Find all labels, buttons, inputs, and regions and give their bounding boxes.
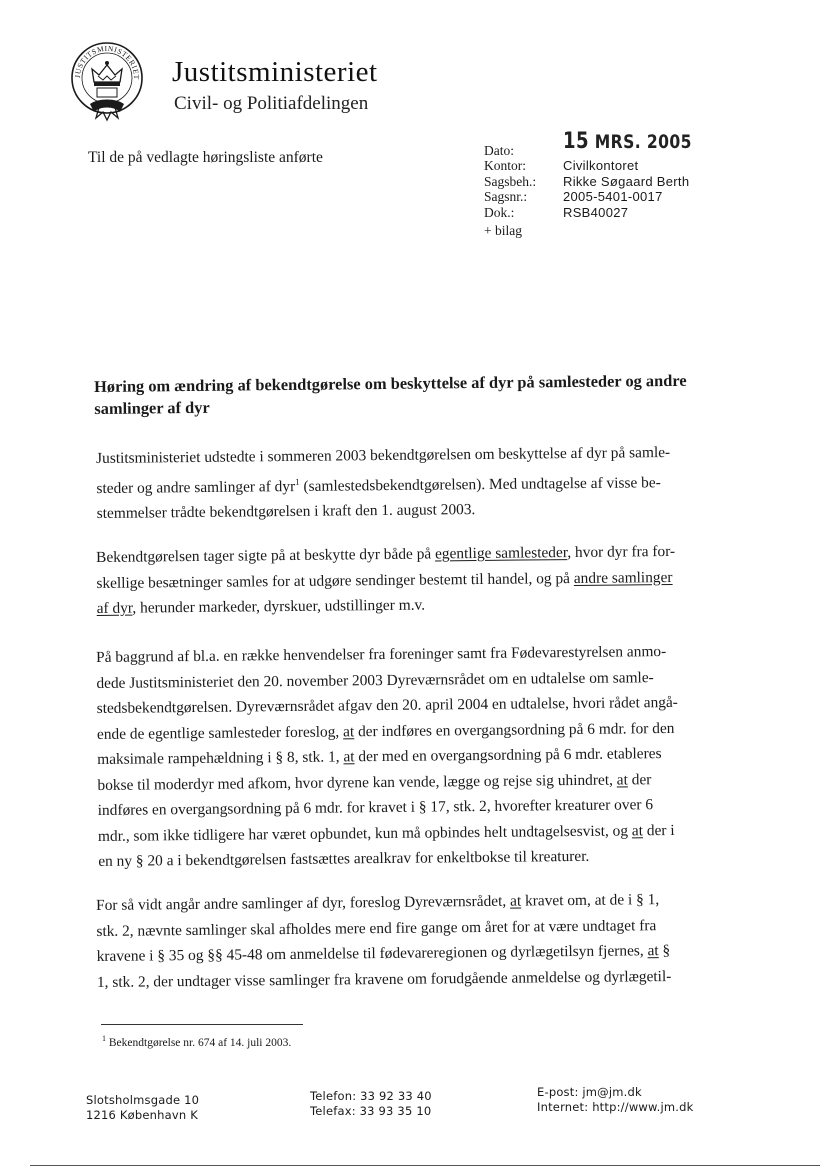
underlined-term: at (647, 942, 659, 960)
ministry-seal-logo (70, 38, 144, 122)
date-stamp-day: 15 (563, 129, 589, 154)
footnote-text: Bekendtgørelse nr. 674 af 14. juli 2003. (106, 1036, 292, 1049)
date-stamp-month-year: MRS. 2005 (588, 131, 692, 153)
footer-phone (310, 1089, 432, 1119)
text-run: kravet om, at de i § 1, (521, 891, 660, 910)
footnote (102, 1034, 291, 1049)
meta-label: Dok.: (484, 204, 515, 220)
text-run: bokse til moderdyr med afkom, hvor dyrene kan vende, lægge og rejse sig uhindret, (97, 771, 617, 794)
heading-line: Høring om ændring af bekendtgørelse om beskyttelse af dyr på samlesteder og andre (94, 370, 687, 396)
text-line: dede Justitsministeriet den 20. november 2003 Dyreværnsrådet om en udtalelse om samle- (96, 668, 654, 692)
text-run: maksimale rampehældning i § 8, stk. 1, (97, 748, 344, 768)
meta-row-document (484, 205, 689, 220)
text-line (97, 589, 747, 621)
underlined-term: andre samlinger (573, 568, 673, 587)
text-run: mdr., som ikke tidligere har været opbundet, kun må opbindes helt undtagelsesvist, og (97, 821, 632, 845)
text-run: der med en overgangsordning på 6 mdr. etableres (354, 745, 662, 766)
underlined-term: egentlige samlesteder (434, 544, 568, 563)
meta-row-office (484, 158, 689, 173)
text-run: (samlestedsbekendtgørelsen). Med undtagelse af visse be- (299, 473, 661, 495)
text-run: skellige besætninger samles for at udgøre sendinger bestemt til handel, og på (96, 569, 574, 592)
text-line: stedsbekendtgørelsen. Dyreværnsrådet afgav den 20. april 2004 en udtalelse, hvori rådet angå- (96, 693, 678, 717)
meta-value: 2005-5401-0017 (563, 189, 663, 205)
meta-row-case-number (484, 189, 689, 204)
recipient-line: Til de på vedlagte høringsliste anførte (88, 149, 323, 166)
paragraph-1 (96, 439, 747, 526)
email-address: E-post: jm@jm.dk (537, 1085, 642, 1099)
meta-value: RSB40027 (563, 204, 629, 220)
footnote-ref: 1 (295, 476, 300, 487)
underlined-term: at (509, 892, 522, 910)
meta-row-case-handler (484, 174, 689, 189)
meta-value: Rikke Søgaard Berth (563, 173, 690, 189)
text-line: stemmelser trådte bekendtgørelsen i kraft den 1. august 2003. (96, 501, 476, 523)
footnote-divider (101, 1024, 303, 1025)
text-run: Bekendtgørelsen tager sigte på at beskytte dyr både på (96, 545, 436, 566)
meta-label: Dato: (484, 143, 514, 158)
case-metadata (484, 143, 689, 220)
text-run: der (627, 770, 652, 788)
text-line: Justitsministeriet udstedte i sommeren 2003 bekendtgørelsen om beskyttelse af dyr på samle- (96, 443, 671, 467)
text-run: der indføres en overgangsordning på 6 mdr. for den (354, 719, 675, 740)
underlined-term: af dyr (96, 599, 133, 617)
letter-subject-heading (94, 369, 734, 420)
text-run: steder og andre samlinger af dyr (96, 477, 296, 497)
text-run: ende de egentlige samlesteder foreslog, (96, 722, 344, 743)
meta-value: Civilkontoret (563, 158, 639, 174)
meta-label: Sagsnr.: (484, 189, 528, 205)
underlined-term: at (342, 722, 355, 740)
meta-label: Kontor: (484, 158, 526, 174)
paragraph-3 (96, 638, 748, 874)
text-line: stk. 2, nævnte samlinger skal afholdes mere end fire gange om året for at være undtaget fra (96, 916, 657, 940)
address-city: 1216 København K (86, 1108, 198, 1122)
text-run: § (658, 941, 671, 960)
underlined-term: at (343, 748, 355, 766)
text-line: På baggrund af bl.a. en række henvendelser fra foreninger samt fra Fødevarestyrelsen anmo- (96, 643, 667, 666)
website-address: Internet: http://www.jm.dk (537, 1100, 694, 1114)
underlined-term: at (631, 821, 644, 839)
text-run: kravene i § 35 og §§ 45-48 om anmeldelse til fødevareregionen og dyrlægetilsyn fjernes, (96, 942, 648, 965)
text-line: 1, stk. 2, der undtager visse samlinger fra kravene om forudgående anmeldelse og dyrlægetil- (96, 967, 672, 991)
text-run: der i (642, 821, 675, 839)
meta-label: Sagsbeh.: (484, 173, 537, 189)
department-name: Civil- og Politiafdelingen (174, 93, 369, 114)
seal-text: JUSTITSMINISTERIET (72, 43, 142, 80)
heading-line: samlinger af dyr (94, 397, 210, 418)
paragraph-4 (96, 886, 747, 995)
paragraph-2 (96, 538, 747, 621)
text-run: , hvor dyr fra for- (567, 542, 676, 562)
footer-address (86, 1093, 199, 1123)
phone-number: Telefon: 33 92 33 40 (310, 1089, 432, 1103)
ministry-name: Justitsministeriet (172, 56, 378, 88)
underlined-term: at (616, 770, 628, 789)
fax-number: Telefax: 33 93 35 10 (310, 1104, 432, 1118)
address-street: Slotsholmsgade 10 (86, 1093, 200, 1107)
page-bottom-rule (30, 1165, 820, 1166)
footnote-mark: 1 (102, 1034, 106, 1043)
meta-row-date (484, 143, 689, 158)
footer-contact (537, 1085, 693, 1115)
attachment-note: + bilag (484, 223, 522, 238)
text-line: indføres en overgangsordning på 6 mdr. for kravet i § 17, stk. 2, hvorefter kreaturer over 6 (97, 796, 654, 819)
text-run: , herunder markeder, dyrskuer, udstillinger m.v. (132, 596, 426, 617)
text-run: For så vidt angår andre samlinger af dyr, foreslog Dyreværnsrådet, (96, 892, 511, 914)
text-line: en ny § 20 a i bekendtgørelsen fastsættes arealkrav for enkeltbokse til kreaturer. (98, 847, 590, 870)
